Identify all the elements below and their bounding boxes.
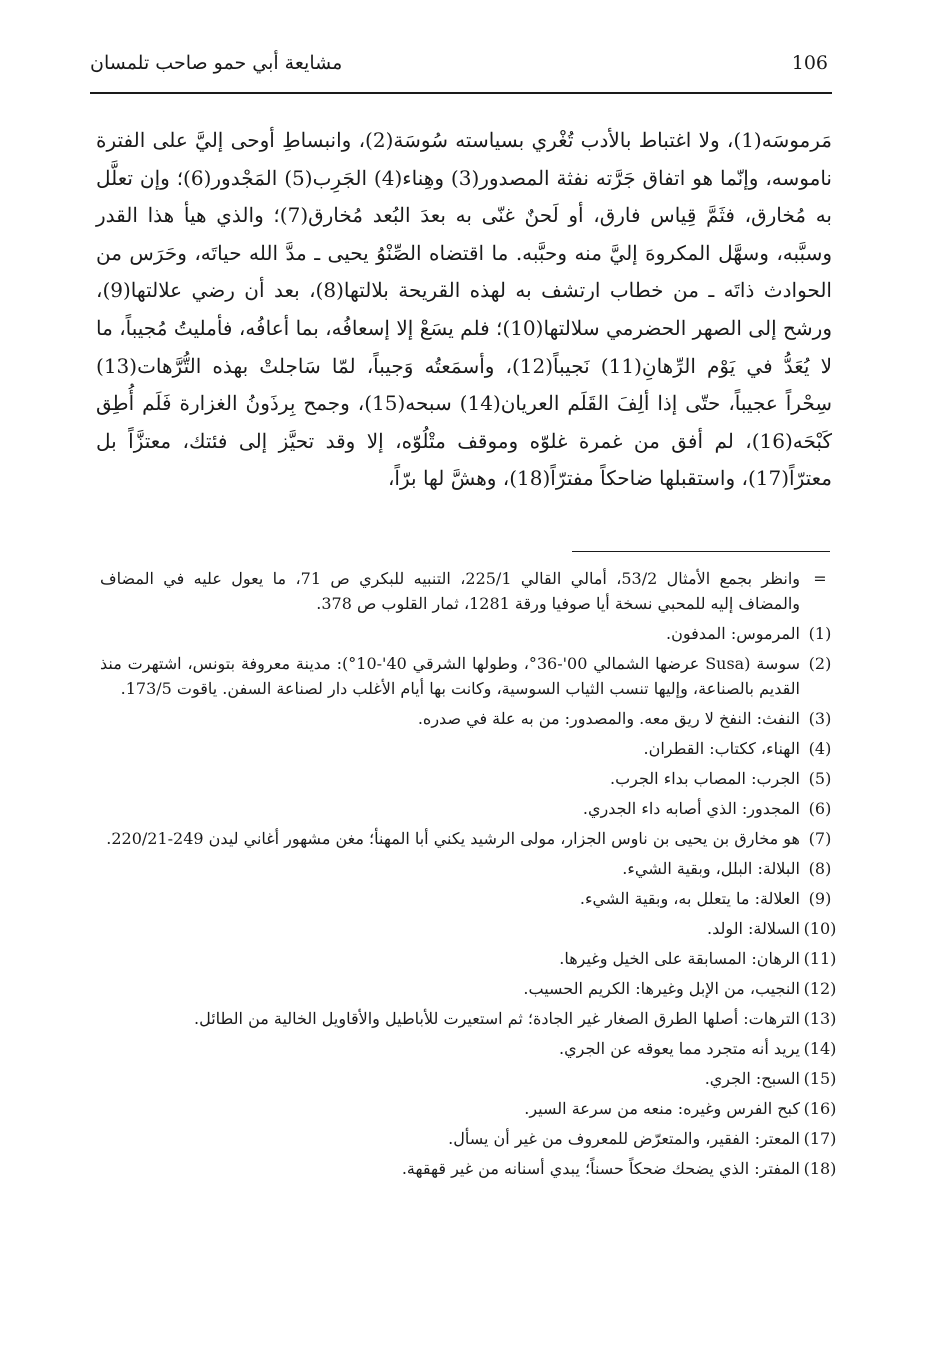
footnote-text: هو مخارق بن يحيى بن ناوس الجزار، مولى الرشيد يكني أبا المهنأ؛ مغن مشهور أغاني ليدن 249-220/21.	[106, 829, 800, 848]
footnote-marker: (17)	[803, 1129, 837, 1148]
footnote-divider	[572, 551, 830, 552]
footnote-item	[100, 916, 840, 941]
footnote-text: النجيب، من الإبل وغيرها: الكريم الحسيب.	[523, 979, 800, 998]
footnote-item	[100, 856, 840, 881]
footnote-item	[100, 736, 840, 761]
footnote-marker: (9)	[808, 889, 832, 908]
running-title: مشايعة أبي حمو صاحب تلمسان	[90, 52, 343, 74]
footnote-text: كبح الفرس وغيره: منعه من سرعة السير.	[524, 1099, 800, 1118]
footnote-text: المرموس: المدفون.	[666, 624, 800, 643]
footnote-item	[100, 826, 840, 851]
footnote-text: البلالة: البلل، وبقية الشيء.	[622, 859, 800, 878]
footnote-text: الترهات: أصلها الطرق الصغار غير الجادة؛ ثم استعيرت للأباطيل والأقاويل الخالية من الطائل.	[194, 1009, 800, 1028]
footnote-marker: (18)	[803, 1159, 837, 1178]
footnote-marker: (4)	[808, 739, 832, 758]
footnote-item	[100, 621, 840, 646]
main-text	[96, 122, 832, 498]
footnote-marker: (10)	[803, 919, 837, 938]
footnote-marker: (2)	[808, 654, 832, 673]
header-divider	[90, 92, 832, 94]
footnote-item	[100, 706, 840, 731]
footnote-marker: (13)	[803, 1009, 837, 1028]
footnote-marker: (12)	[803, 979, 837, 998]
footnote-text: الهناء، ككتاب: القطران.	[643, 739, 800, 758]
body-paragraph: مَرموسَه(1)، ولا اغتباط بالأدب تُغْري بسياسته سُوسَة(2)، وانبساطِ أوحى إليَّ على الفترة ناموسه، وإنّما هو اتفاق جَرَّته نفثة المصدور(3) وهِناء(4) الجَرِب(5) المَجْدور(6)؛ وإن تعلَّل به مُخارق، فثَمَّ قِياس فارق، أو لَحنٌ غنّى به بعدَ البُعد مُخارق(7)؛ والذي هيأ هذا القدر وسبَّبه، وسهَّل المكروهَ إليَّ منه وحبَّبه. ما اقتضاه الصِّنْوُ يحيى ـ مدَّ الله حياتَه، وحَرَس من الحوادث ذاتَه ـ من خطاب ارتشف به لهذه القريحة بلالتها(8)، بعد أن رضي علالتها(9)، ورشح إلى الصهر الحضرمي سلالتها(10)؛ فلم يسَعْ إلا إسعافُه، بما أعافُه، فأمليتُ مُجيباً، ما لا يُعَدُّ في يَوْم الرِّهانِ(11) نَجيباً(12)، وأسمَعتُه وَجيباً، لمّا سَاجلتْ بهذه التُّرَّهات(13) سِحْراً عجيباً، حتّى إذا ألِفَ القَلَم العريان(14) سبحه(15)، وجمح بِرذَونُ الغزارة فَلَم أُطِق كَبْحَه(16)، لم أفق من غمرة غلوّه وموقف متْلُوّه، إلا وقد تحيَّز إلى فئتك، معتزَّاً بل معترّاً(17)، واستقبلها ضاحكاً مفترّاً(18)، وهشَّ لها برّاً،	[96, 128, 832, 491]
footnote-item	[100, 976, 840, 1001]
footnote-marker: (7)	[808, 829, 832, 848]
footnote-text: المجدور: الذي أصابه داء الجدري.	[582, 799, 800, 818]
footnote-item	[100, 566, 840, 616]
footnote-text: السبح: الجري.	[704, 1069, 800, 1088]
footnote-text: النفث: النفخ لا ريق معه. والمصدور: من به علة في صدره.	[417, 709, 800, 728]
footnote-text: الجرب: المصاب بداء الجرب.	[609, 769, 800, 788]
footnote-marker: (3)	[808, 709, 832, 728]
footnote-item	[100, 1126, 840, 1151]
footnote-marker: (11)	[803, 949, 837, 968]
footnote-text: السلالة: الولد.	[706, 919, 800, 938]
footnote-item	[100, 1006, 840, 1031]
footnotes-list	[100, 566, 840, 1186]
footnote-item	[100, 1036, 840, 1061]
footnote-marker: (6)	[808, 799, 832, 818]
footnote-item	[100, 886, 840, 911]
footnote-text: المعتر: الفقير، والمتعرّض للمعروف من غير أن يسأل.	[448, 1129, 800, 1148]
page-header	[90, 48, 832, 86]
footnote-text: العلالة: ما يتعلل به، وبقية الشيء.	[579, 889, 800, 908]
footnote-item	[100, 766, 840, 791]
footnote-text: وانظر بجمع الأمثال 53/2، أمالي القالي 225/1، التنبيه للبكري ص 71، ما يعول عليه في المضاف والمضاف إليه للمحبي نسخة أيا صوفيا ورقة 1281، ثمار القلوب ص 378.	[100, 569, 801, 613]
footnote-item	[100, 651, 840, 701]
footnote-text: الرهان: المسابقة على الخيل وغيرها.	[559, 949, 800, 968]
footnote-item	[100, 946, 840, 971]
footnote-marker: (1)	[808, 624, 832, 643]
footnote-text: يريد أنه متجرد مما يعوقه عن الجري.	[559, 1039, 800, 1058]
footnote-marker: =	[813, 569, 827, 588]
footnote-text: المفتر: الذي يضحك ضحكاً حسناً؛ يبدي أسنانه من غير قهقهة.	[401, 1159, 800, 1178]
footnote-item	[100, 1066, 840, 1091]
page-number: 106	[791, 52, 828, 74]
footnote-text: سوسة (Susa عرضها الشمالي 00'-36°، وطولها الشرقي 40'-10°): مدينة معروفة بتونس، اشتهرت منذ القديم بالصناعة، وإليها تنسب الثياب السوسية، وكانت بها أيام الأغلب دار لصناعة السفن. ياقوت 173/5.	[100, 654, 801, 698]
footnote-marker: (14)	[803, 1039, 837, 1058]
footnote-marker: (16)	[803, 1099, 837, 1118]
footnote-item	[100, 796, 840, 821]
footnote-marker: (15)	[803, 1069, 837, 1088]
footnote-marker: (8)	[808, 859, 832, 878]
footnote-item	[100, 1156, 840, 1181]
footnote-marker: (5)	[808, 769, 832, 788]
footnote-item	[100, 1096, 840, 1121]
